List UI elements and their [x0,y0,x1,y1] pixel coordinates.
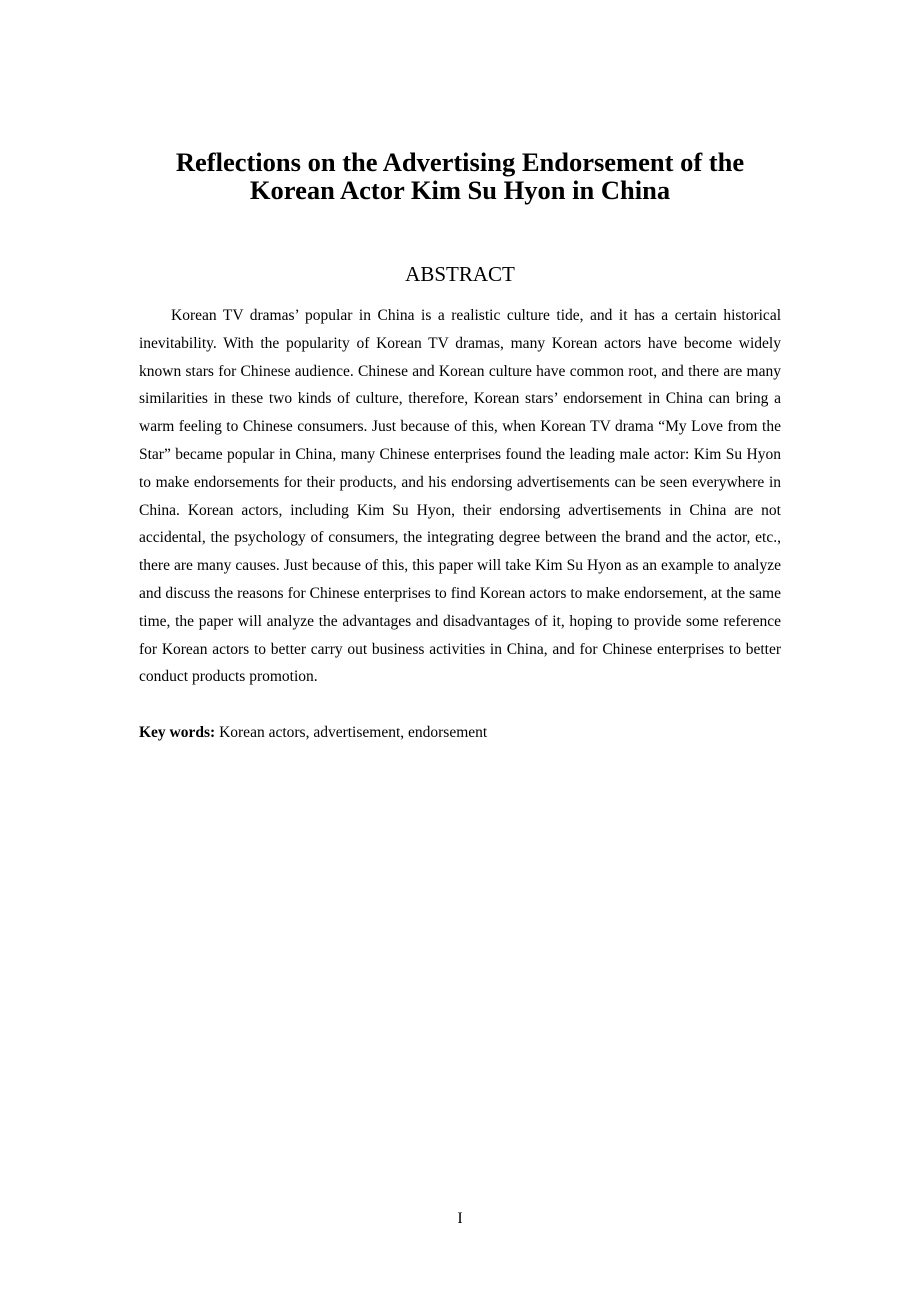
abstract-paragraph: Korean TV dramas’ popular in China is a realistic culture tide, and it has a certain historical inevitability. With the popularity of Korean TV dramas, many Korean actors have become widely known stars for Chinese audience. Chinese and Korean culture have common root, and there are many similarities in these two kinds of culture, therefore, Korean stars’ endorsement in China can bring a warm feeling to Chinese consumers. Just because of this, when Korean TV drama “My Love from the Star” became popular in China, many Chinese enterprises found the leading male actor: Kim Su Hyon to make endorsements for their products, and his endorsing advertisements can be seen everywhere in China. Korean actors, including Kim Su Hyon, their endorsing advertisements in China are not accidental, the psychology of consumers, the integrating degree between the brand and the actor, etc., there are many causes. Just because of this, this paper will take Kim Su Hyon as an example to analyze and discuss the reasons for Chinese enterprises to find Korean actors to make endorsement, at the same time, the paper will analyze the advantages and disadvantages of it, hoping to provide some reference for Korean actors to better carry out business activities in China, and for Chinese enterprises to better conduct products promotion. [139,307,781,686]
keywords-line [139,719,781,746]
paper-title [120,148,800,204]
abstract-heading: ABSTRACT [405,262,515,286]
paper-title-line-2: Korean Actor Kim Su Hyon in China [249,175,671,205]
keywords-label: Key words: [139,724,216,741]
page-number: I [457,1210,463,1227]
paper-title-line-1: Reflections on the Advertising Endorsement of the [175,147,745,177]
keywords-text: Korean actors, advertisement, endorsement [219,724,488,741]
